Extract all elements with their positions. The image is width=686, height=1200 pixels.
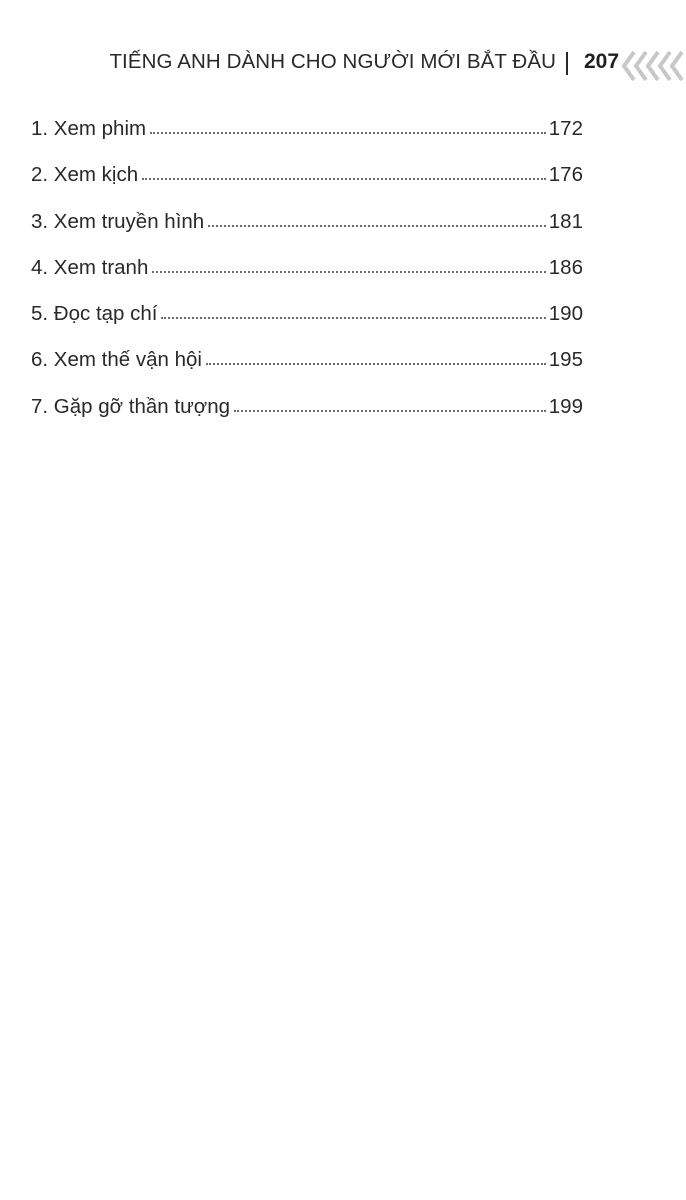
toc-entry-page: 186 xyxy=(548,255,583,279)
table-of-contents xyxy=(31,117,583,441)
book-title: TIẾNG ANH DÀNH CHO NGƯỜI MỚI BẮT ĐẦU xyxy=(109,50,556,73)
toc-entry-page: 195 xyxy=(548,348,583,372)
toc-entry-title: 3. Xem truyền hình xyxy=(31,209,205,233)
toc-entry-page: 176 xyxy=(548,163,583,187)
dot-leader xyxy=(234,408,546,412)
toc-entry-title: 5. Đọc tạp chí xyxy=(31,302,158,326)
toc-entry-title: 1. Xem phim xyxy=(31,117,147,140)
toc-entry xyxy=(31,163,583,209)
toc-entry-title: 6. Xem thế vận hội xyxy=(31,348,202,372)
dot-leader xyxy=(142,176,546,180)
dot-leader xyxy=(208,223,546,227)
toc-entry-page: 181 xyxy=(548,209,583,233)
toc-entry-page: 190 xyxy=(548,302,583,326)
toc-entry-title: 4. Xem tranh xyxy=(31,255,149,279)
toc-entry-title: 7. Gặp gỡ thần tượng xyxy=(31,394,231,418)
dot-leader xyxy=(161,315,545,319)
chevron-pattern-icon xyxy=(620,46,686,86)
toc-entry xyxy=(31,395,583,441)
toc-entry xyxy=(31,302,583,348)
toc-entry xyxy=(31,256,583,302)
page-number: 207 xyxy=(584,50,620,73)
toc-entry xyxy=(31,210,583,256)
dot-leader xyxy=(152,269,545,273)
running-header xyxy=(0,46,686,86)
dot-leader xyxy=(206,361,546,365)
toc-entry-page: 172 xyxy=(548,117,583,140)
toc-entry-title: 2. Xem kịch xyxy=(31,163,139,187)
header-divider xyxy=(566,52,568,75)
toc-entry xyxy=(31,348,583,394)
toc-entry xyxy=(31,117,583,163)
toc-entry-page: 199 xyxy=(548,394,583,418)
dot-leader xyxy=(150,130,546,134)
